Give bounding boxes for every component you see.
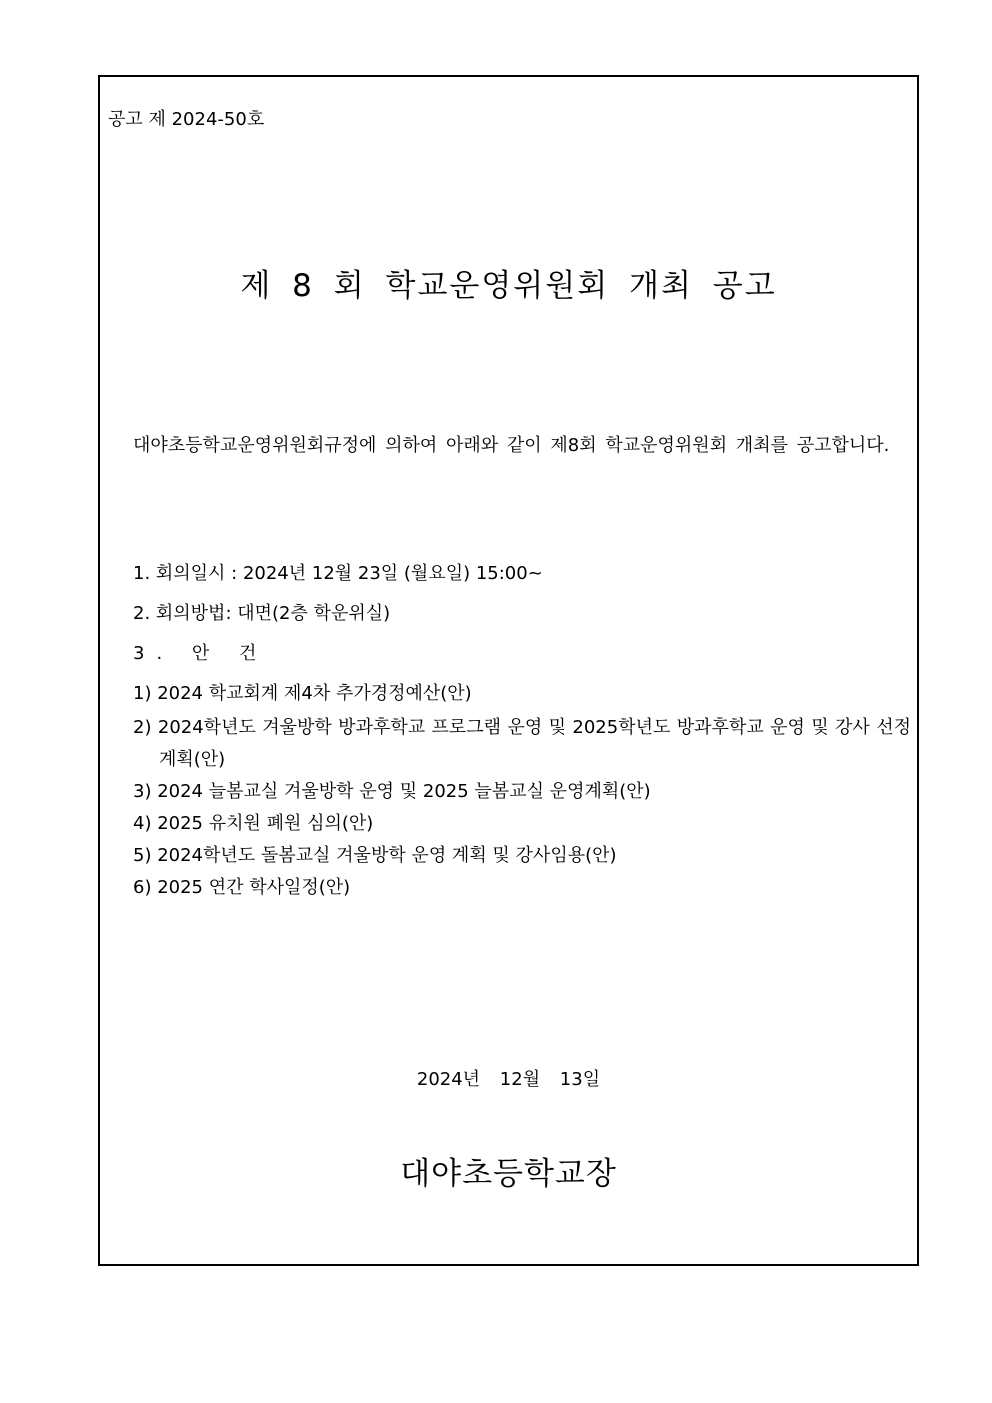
agenda-item: 5) 2024학년도 돌봄교실 겨울방학 운영 계획 및 강사임용(안) (133, 845, 617, 866)
agenda-item: 6) 2025 연간 학사일정(안) (133, 877, 351, 898)
signer-name: 대야초등학교장 (400, 1156, 617, 1192)
agenda-item: 1) 2024 학교회계 제4차 추가경정예산(안) (133, 683, 472, 704)
agenda-item: 3) 2024 늘봄교실 겨울방학 운영 및 2025 늘봄교실 운영계획(안) (133, 781, 651, 802)
agenda-item: 4) 2025 유치원 폐원 심의(안) (133, 813, 374, 834)
page-title: 제 8 회 학교운영위원회 개최 공고 (240, 268, 777, 304)
meeting-method: 2. 회의방법: 대면(2층 학운위실) (133, 603, 391, 624)
agenda-item: 2) 2024학년도 겨울방학 방과후학교 프로그램 운영 및 2025학년도 방과후학교 운영 및 강사 선정계획(안) (133, 717, 911, 770)
notice-date: 2024년 12월 13일 (416, 1069, 601, 1090)
notice-number: 공고 제 2024-50호 (108, 109, 265, 130)
agenda-heading: 3. 안 건 (133, 643, 269, 664)
intro-paragraph: 대야초등학교운영위원회규정에 의하여 아래와 같이 제8회 학교운영위원회 개최를 공고합니다. (133, 435, 890, 456)
meeting-details (133, 560, 911, 906)
meeting-datetime: 1. 회의일시 : 2024년 12월 23일 (월요일) 15:00~ (133, 563, 543, 584)
